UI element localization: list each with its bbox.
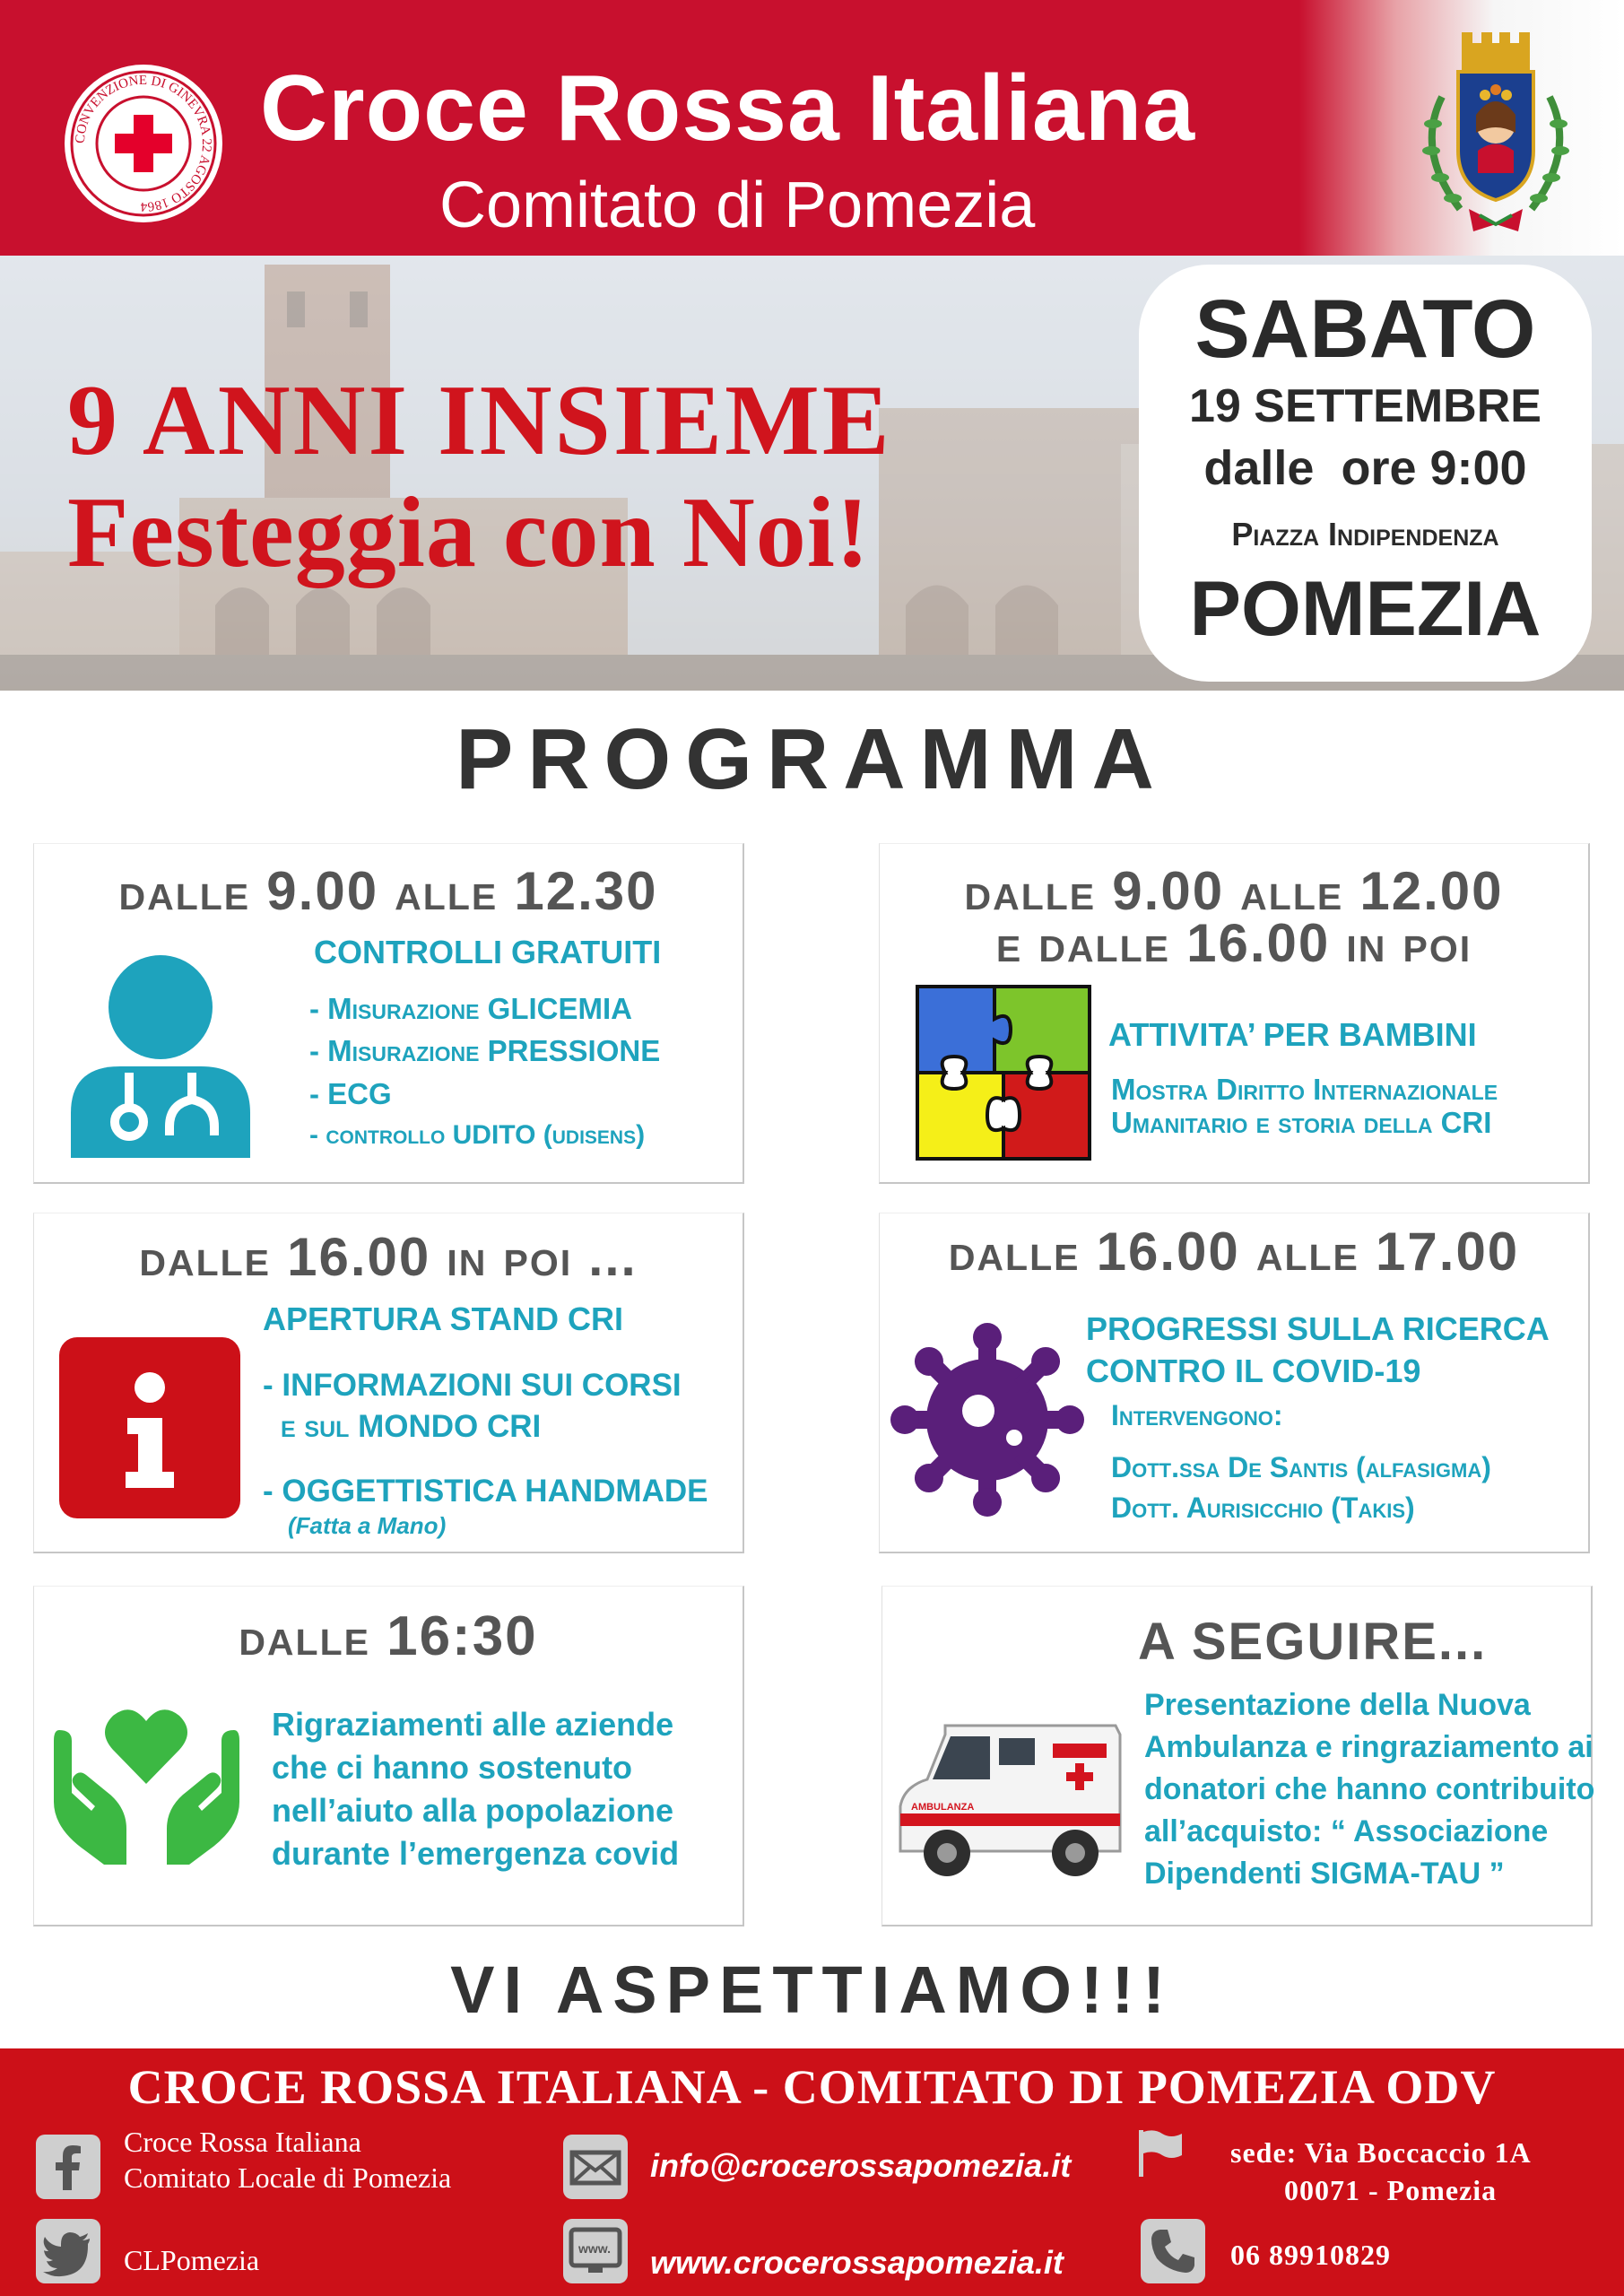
flag-icon xyxy=(1132,2125,1187,2180)
footer-title: CROCE ROSSA ITALIANA - COMITATO DI POMEZIA ODV xyxy=(127,2060,1497,2114)
card-time: dalle 9.00 alle 12.30 xyxy=(118,861,658,921)
address-line1: sede: Via Boccaccio 1A xyxy=(1230,2136,1532,2169)
doctor-icon xyxy=(66,952,255,1158)
closing-message: VI ASPETTIAMO!!! xyxy=(450,1952,1174,2027)
card-text: Ambulanza e ringraziamento ai xyxy=(1144,1730,1594,1764)
card-time: dalle 16:30 xyxy=(239,1605,538,1667)
program-card-ambulance xyxy=(881,1586,1593,1926)
speakers-label: Intervengono: xyxy=(1111,1399,1283,1431)
card-text: all’acquisto: “ Associazione xyxy=(1144,1814,1549,1848)
facebook-page-name[interactable]: Croce Rossa Italiana xyxy=(124,2126,361,2158)
card-time: dalle 16.00 alle 17.00 xyxy=(948,1222,1520,1282)
event-city: POMEZIA xyxy=(1189,566,1541,652)
card-text: che ci hanno sostenuto xyxy=(272,1749,633,1786)
program-card-thanks xyxy=(33,1586,744,1926)
footer xyxy=(0,2048,1624,2296)
list-item: - ECG xyxy=(309,1077,392,1110)
card-text: Presentazione della Nuova xyxy=(1144,1688,1531,1722)
hero-headline: 9 ANNI INSIEME xyxy=(67,365,892,476)
address-line2: 00071 - Pomezia xyxy=(1284,2174,1498,2206)
event-place: Piazza Indipendenza xyxy=(1231,516,1499,552)
event-day: SABATO xyxy=(1194,283,1536,375)
card-time-second: e dalle 16.00 in poi xyxy=(995,913,1472,973)
card-text: Mostra Diritto Internazionale xyxy=(1111,1073,1498,1106)
ambulance-icon xyxy=(891,1708,1129,1887)
event-date: 19 SETTEMBRE xyxy=(1189,380,1541,432)
mail-icon[interactable] xyxy=(563,2135,628,2199)
card-heading: PROGRESSI SULLA RICERCA xyxy=(1086,1310,1550,1347)
header-subtitle: Comitato di Pomezia xyxy=(439,170,1036,241)
list-item: - Misurazione PRESSIONE xyxy=(309,1034,661,1067)
hero-tagline: Festeggia con Noi! xyxy=(67,477,871,588)
programma-title: PROGRAMMA xyxy=(456,711,1168,807)
program-card-kids xyxy=(879,843,1590,1184)
list-item-continued: e sul MONDO CRI xyxy=(281,1409,542,1444)
header-title: Croce Rossa Italiana xyxy=(260,57,1196,161)
puzzle-icon xyxy=(914,983,1093,1162)
card-text: Dipendenti SIGMA-TAU ” xyxy=(1144,1857,1505,1891)
twitter-icon[interactable] xyxy=(36,2219,100,2283)
pomezia-crest-icon xyxy=(1406,16,1585,240)
list-item: - Misurazione GLICEMIA xyxy=(309,992,632,1025)
ambulance-label: AMBULANZA xyxy=(911,1802,975,1813)
twitter-handle[interactable]: CLPomezia xyxy=(124,2244,260,2276)
card-heading-second: CONTRO IL COVID-19 xyxy=(1086,1352,1421,1389)
website-icon[interactable] xyxy=(563,2219,628,2283)
red-cross-logo xyxy=(63,63,224,224)
card-text: nell’aiuto alla popolazione xyxy=(272,1792,674,1829)
list-item: - OGGETTISTICA HANDMADE xyxy=(263,1474,708,1509)
list-item: - INFORMAZIONI SUI CORSI xyxy=(263,1368,682,1403)
website-link[interactable]: www.crocerossapomezia.it xyxy=(650,2244,1064,2281)
program-card-checkups xyxy=(33,843,744,1184)
card-time: dalle 9.00 alle 12.00 xyxy=(964,861,1504,921)
phone-icon[interactable] xyxy=(1141,2219,1205,2283)
card-time: dalle 16.00 in poi ... xyxy=(139,1227,638,1287)
virus-icon xyxy=(889,1321,1086,1518)
speaker: Dott. Aurisicchio (Takis) xyxy=(1111,1492,1415,1524)
header-banner xyxy=(0,0,1624,256)
logo-ring-text: CONVENZIONE DI GINEVRA 22 AGOSTO 1864 xyxy=(73,73,214,214)
info-icon xyxy=(59,1337,240,1518)
program-card-stand xyxy=(33,1213,744,1553)
phone-number[interactable]: 06 89910829 xyxy=(1230,2239,1391,2271)
card-text: durante l’emergenza covid xyxy=(272,1835,680,1872)
event-date-box xyxy=(1139,265,1592,682)
card-text: Umanitario e storia della CRI xyxy=(1111,1106,1492,1139)
www-icon-text: www. xyxy=(578,2241,612,2256)
facebook-icon[interactable] xyxy=(36,2135,100,2199)
heart-hands-icon xyxy=(50,1694,243,1874)
list-item: - controllo UDITO (udisens) xyxy=(309,1120,646,1150)
speaker: Dott.ssa De Santis (alfasigma) xyxy=(1111,1451,1491,1483)
card-heading: APERTURA STAND CRI xyxy=(263,1300,623,1337)
program-card-covid xyxy=(879,1213,1590,1553)
card-text: donatori che hanno contribuito xyxy=(1144,1772,1595,1806)
card-heading: A SEGUIRE... xyxy=(1138,1613,1488,1671)
list-item-note: (Fatta a Mano) xyxy=(288,1512,447,1539)
event-time: dalle ore 9:00 xyxy=(1203,441,1527,495)
card-text: Rigraziamenti alle aziende xyxy=(272,1706,674,1743)
facebook-page-subname[interactable]: Comitato Locale di Pomezia xyxy=(124,2161,452,2194)
card-heading: ATTIVITA’ PER BAMBINI xyxy=(1108,1016,1477,1053)
email-link[interactable]: info@crocerossapomezia.it xyxy=(650,2147,1072,2184)
card-heading: CONTROLLI GRATUITI xyxy=(314,934,662,970)
